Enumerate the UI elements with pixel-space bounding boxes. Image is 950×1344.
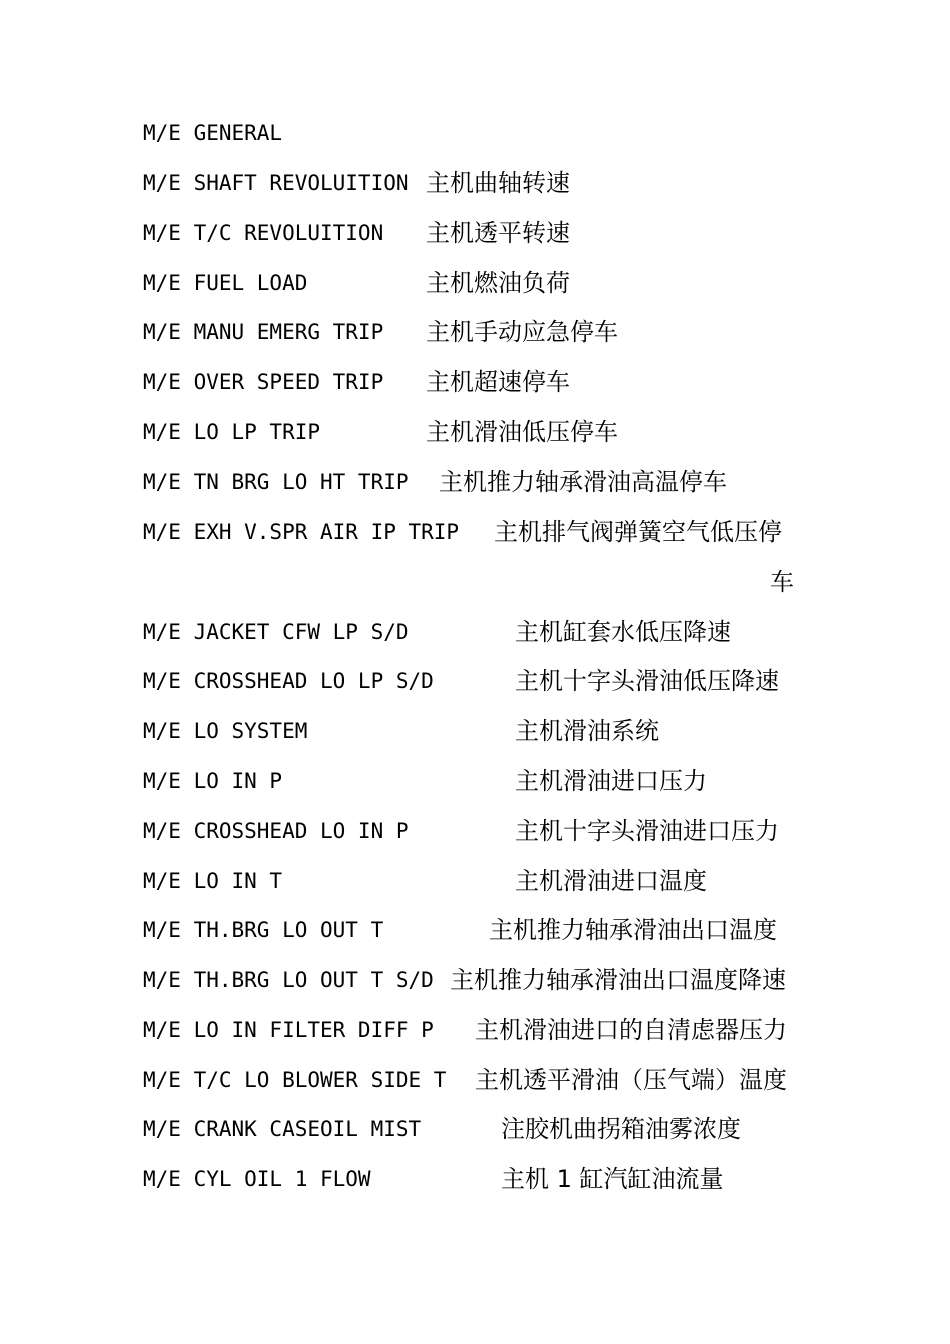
list-item — [143, 766, 823, 816]
list-item — [143, 317, 823, 367]
term-english: M/E CROSSHEAD LO LP S/D — [143, 669, 434, 693]
term-english: M/E LO LP TRIP — [143, 420, 321, 444]
list-item — [143, 866, 823, 916]
list-item — [143, 816, 823, 866]
term-english: M/E T/C REVOLUITION — [143, 221, 384, 245]
term-english: M/E TH.BRG LO OUT T S/D — [143, 968, 434, 992]
list-item — [143, 1015, 823, 1065]
term-chinese: 主机十字头滑油低压降速 — [515, 667, 779, 695]
term-english: M/E LO IN FILTER DIFF P — [143, 1018, 434, 1042]
term-chinese: 主机滑油进口温度 — [515, 867, 707, 895]
term-chinese: 主机十字头滑油进口压力 — [515, 817, 779, 845]
term-chinese: 主机推力轴承滑油出口温度 — [489, 916, 777, 944]
term-chinese: 主机超速停车 — [426, 368, 570, 396]
term-chinese: 主机 1 缸汽缸油流量 — [501, 1165, 724, 1193]
term-chinese-continued: 车 — [770, 568, 794, 596]
list-item — [143, 417, 823, 467]
term-english: M/E LO IN T — [143, 869, 283, 893]
term-english: M/E JACKET CFW LP S/D — [143, 620, 409, 644]
term-chinese: 主机手动应急停车 — [426, 318, 618, 346]
term-chinese: 主机透平转速 — [426, 219, 570, 247]
term-english: M/E SHAFT REVOLUITION — [143, 171, 409, 195]
list-item — [143, 666, 823, 716]
term-english: M/E OVER SPEED TRIP — [143, 370, 384, 394]
term-english: M/E EXH V.SPR AIR IP TRIP — [143, 520, 460, 544]
term-chinese: 主机缸套水低压降速 — [515, 618, 731, 646]
term-english: M/E FUEL LOAD — [143, 271, 308, 295]
list-item — [143, 218, 823, 268]
term-english: M/E CRANK CASEOIL MIST — [143, 1117, 422, 1141]
term-chinese: 主机滑油低压停车 — [426, 418, 618, 446]
term-english: M/E LO SYSTEM — [143, 719, 308, 743]
list-item — [143, 1164, 823, 1214]
term-chinese: 主机推力轴承滑油高温停车 — [439, 468, 727, 496]
term-chinese: 主机排气阀弹簧空气低压停 — [494, 518, 782, 546]
term-chinese: 主机透平滑油（压气端）温度 — [475, 1066, 787, 1094]
list-item — [143, 168, 823, 218]
list-item — [143, 517, 823, 607]
list-item — [143, 467, 823, 517]
term-chinese: 主机滑油系统 — [515, 717, 659, 745]
term-chinese: 主机曲轴转速 — [426, 169, 570, 197]
list-item — [143, 1065, 823, 1115]
term-english: M/E LO IN P — [143, 769, 283, 793]
term-english: M/E TN BRG LO HT TRIP — [143, 470, 409, 494]
list-item — [143, 617, 823, 667]
list-item — [143, 118, 823, 168]
term-english: M/E CYL OIL 1 FLOW — [143, 1167, 371, 1191]
list-item — [143, 1114, 823, 1164]
term-english: M/E CROSSHEAD LO IN P — [143, 819, 409, 843]
term-chinese: 注胶机曲拐箱油雾浓度 — [501, 1115, 741, 1143]
list-item — [143, 716, 823, 766]
term-english: M/E MANU EMERG TRIP — [143, 320, 384, 344]
term-chinese: 主机滑油进口压力 — [515, 767, 707, 795]
list-item — [143, 965, 823, 1015]
term-english: M/E GENERAL — [143, 121, 283, 145]
list-item — [143, 915, 823, 965]
term-english: M/E T/C LO BLOWER SIDE T — [143, 1068, 447, 1092]
term-chinese: 主机滑油进口的自清虑器压力 — [475, 1016, 787, 1044]
term-english: M/E TH.BRG LO OUT T — [143, 918, 384, 942]
list-item — [143, 268, 823, 318]
term-chinese: 主机燃油负荷 — [426, 269, 570, 297]
list-item — [143, 367, 823, 417]
term-chinese: 主机推力轴承滑油出口温度降速 — [450, 966, 786, 994]
